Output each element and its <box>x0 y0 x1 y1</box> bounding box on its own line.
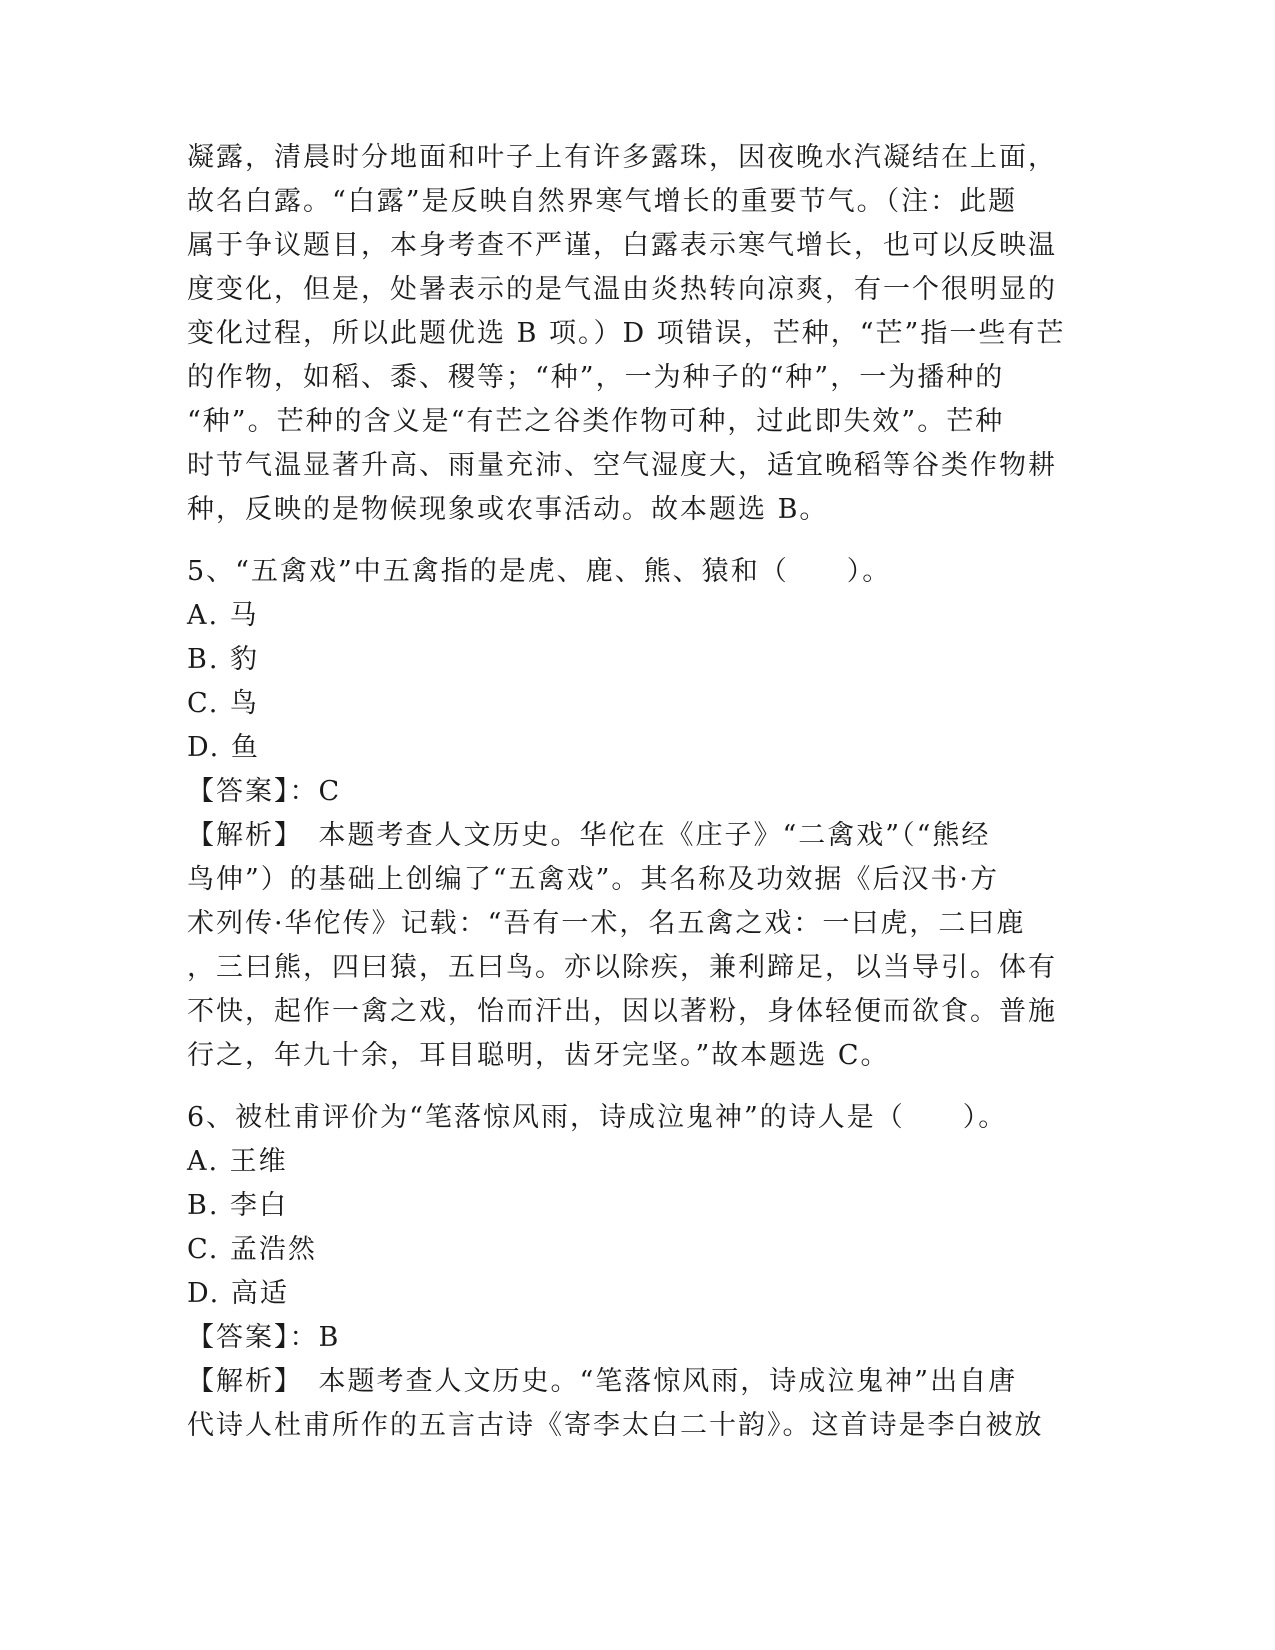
option-a: A. 马 <box>187 600 259 631</box>
text-line: 属于争议题目，本身考查不严谨，白露表示寒气增长，也可以反映温 <box>187 230 1057 261</box>
option-d: D. 高适 <box>187 1278 289 1309</box>
text-line: 度变化，但是，处暑表示的是气温由炎热转向凉爽，有一个很明显的 <box>187 274 1057 305</box>
option-c: C. 孟浩然 <box>187 1234 317 1265</box>
text-line: 的作物，如稻、黍、稷等；“种”，一为种子的“种”，一为播种的 <box>187 362 1005 393</box>
question-6 <box>187 1096 1087 1448</box>
question-5 <box>187 550 1087 1078</box>
answer: 【答案】：C <box>187 776 342 807</box>
explanation-line: ，三曰熊，四曰猿，五曰鸟。亦以除疾，兼利蹄足，以当导引。体有 <box>187 952 1057 983</box>
option-d: D. 鱼 <box>187 732 260 763</box>
explanation-line: 术列传·华佗传》记载：“吾有一术，名五禽之戏：一曰虎，二曰鹿 <box>187 908 1026 939</box>
document-page <box>187 136 1087 1448</box>
text-line: 凝露，清晨时分地面和叶子上有许多露珠，因夜晚水汽凝结在上面， <box>187 142 1057 173</box>
explanation-line: 代诗人杜甫所作的五言古诗《寄李太白二十韵》。这首诗是李白被放 <box>187 1410 1044 1441</box>
explanation-line: 【解析】 本题考查人文历史。“笔落惊风雨，诗成泣鬼神”出自唐 <box>187 1366 1018 1397</box>
option-b: B. 豹 <box>187 644 260 675</box>
text-line: “种”。芒种的含义是“有芒之谷类作物可种，过此即失效”。芒种 <box>187 406 1005 437</box>
explanation-line: 行之，年九十余，耳目聪明，齿牙完坚。”故本题选 C。 <box>187 1040 890 1071</box>
text-line: 时节气温显著升高、雨量充沛、空气湿度大，适宜晚稻等谷类作物耕 <box>187 450 1057 481</box>
continued-explanation <box>187 136 1087 532</box>
question-text: 6、被杜甫评价为“笔落惊风雨，诗成泣鬼神”的诗人是（ ）。 <box>187 1102 1008 1133</box>
text-line: 变化过程，所以此题优选 B 项。）D 项错误，芒种，“芒”指一些有芒 <box>187 318 1066 349</box>
option-c: C. 鸟 <box>187 688 259 719</box>
option-b: B. 李白 <box>187 1190 289 1221</box>
option-a: A. 王维 <box>187 1146 288 1177</box>
explanation-line: 不快，起作一禽之戏，怡而汗出，因以著粉，身体轻便而欲食。普施 <box>187 996 1057 1027</box>
question-text: 5、“五禽戏”中五禽指的是虎、鹿、熊、猿和（ ）。 <box>187 556 892 587</box>
answer: 【答案】：B <box>187 1322 341 1353</box>
explanation-line: 【解析】 本题考查人文历史。华佗在《庄子》“二禽戏”（“熊经 <box>187 820 991 851</box>
text-line: 故名白露。“白露”是反映自然界寒气增长的重要节气。（注：此题 <box>187 186 1018 217</box>
explanation-line: 鸟伸”）的基础上创编了“五禽戏”。其名称及功效据《后汉书·方 <box>187 864 999 895</box>
text-line: 种，反映的是物候现象或农事活动。故本题选 B。 <box>187 494 829 525</box>
